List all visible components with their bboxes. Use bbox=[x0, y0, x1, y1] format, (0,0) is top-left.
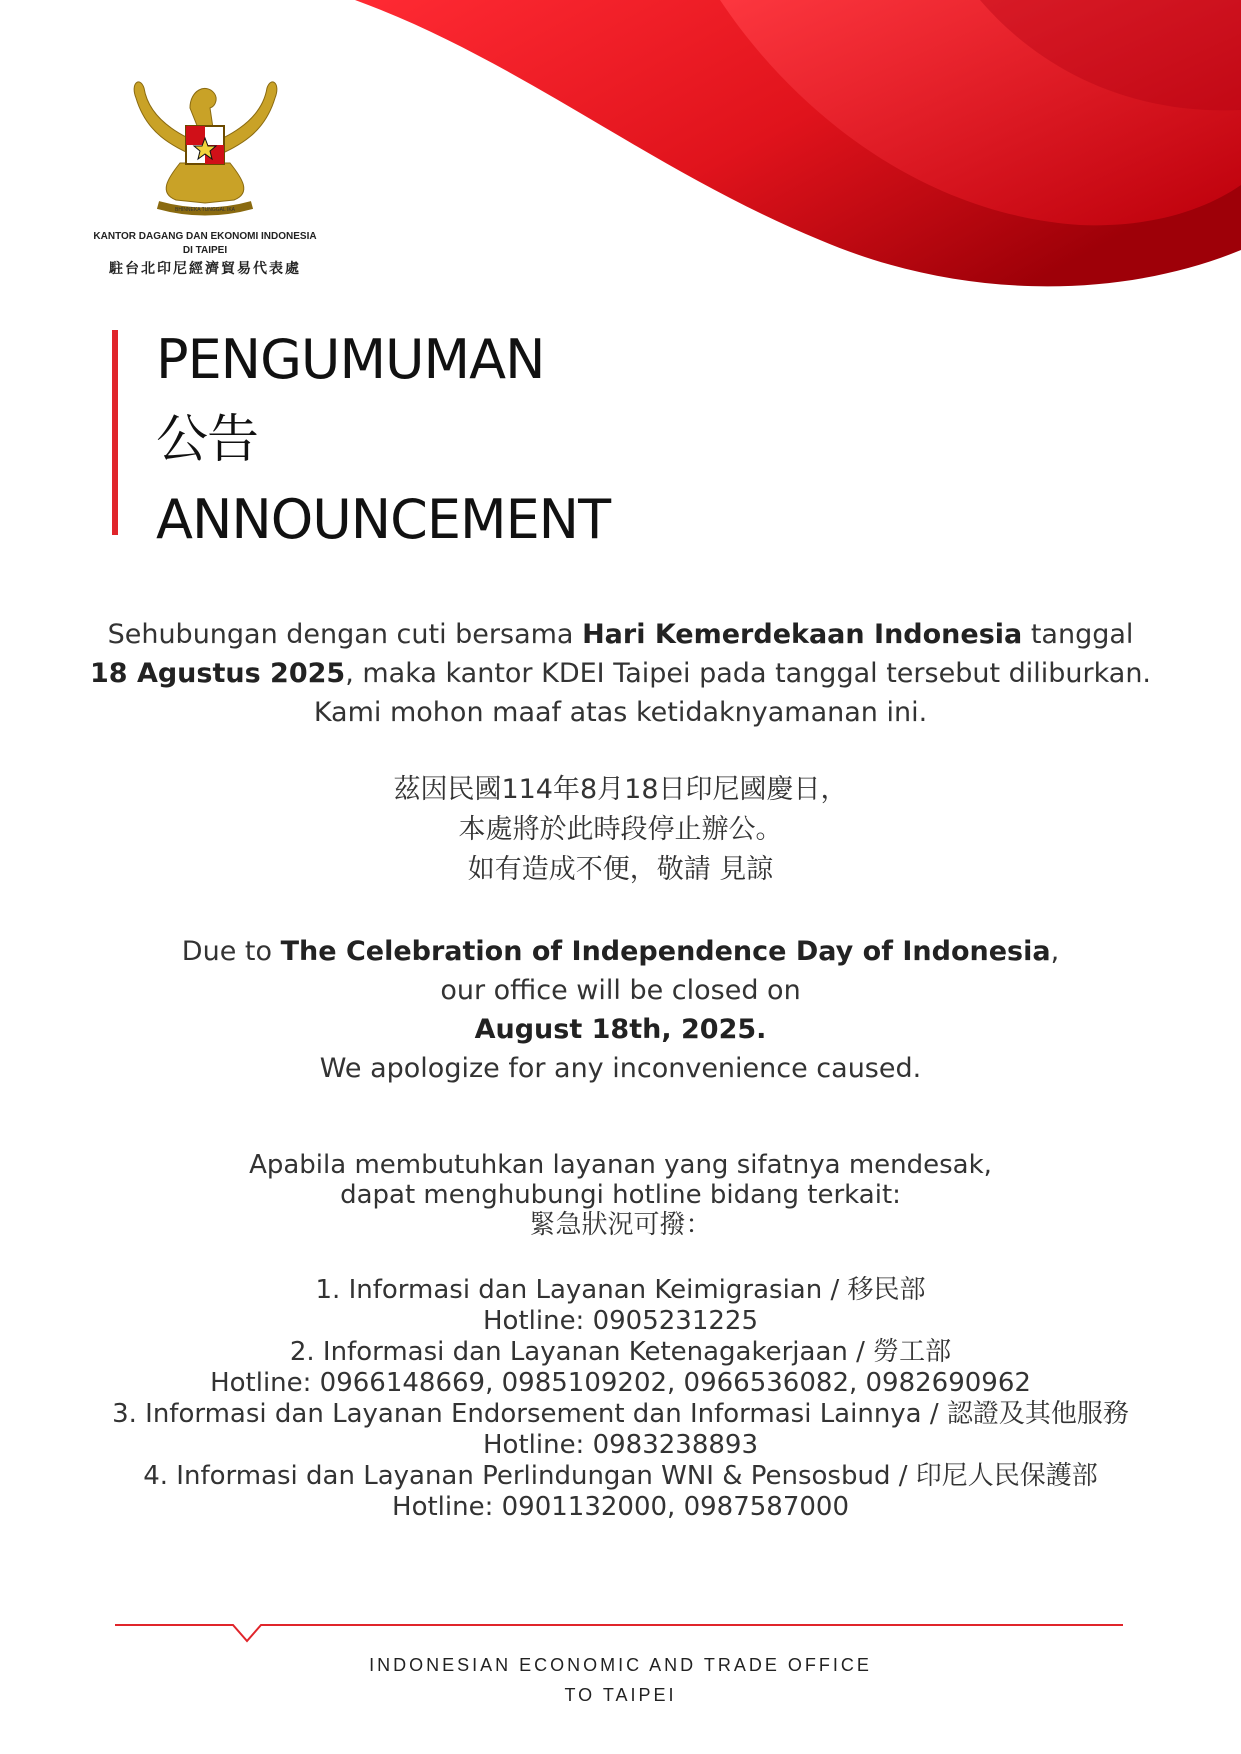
contact-line-1: Apabila membutuhkan layanan yang sifatnya mendesak, bbox=[249, 1150, 992, 1180]
contact-line-3: 緊急狀況可撥： bbox=[529, 1210, 712, 1240]
title-indonesian: PENGUMUMAN bbox=[156, 328, 545, 391]
service-2-label: 2. Informasi dan Layanan Ketenagakerjaan / 勞工部 bbox=[289, 1337, 952, 1367]
footer bbox=[0, 1650, 1241, 1710]
service-3-label: 3. Informasi dan Layanan Endorsement dan Informasi Lainnya / 認證及其他服務 bbox=[112, 1399, 1129, 1429]
contact-line-2: dapat menghubungi hotline bidang terkait: bbox=[340, 1180, 901, 1210]
paragraph-english bbox=[0, 932, 1241, 1088]
office-name-block bbox=[60, 230, 350, 278]
indonesian-line-2: 18 Agustus 2025, maka kantor KDEI Taipei pada tanggal tersebut diliburkan. bbox=[89, 658, 1152, 689]
chinese-line-1: 茲因民國114年8月18日印尼國慶日， bbox=[393, 774, 848, 805]
chinese-line-2: 本處將於此時段停止辦公。 bbox=[458, 814, 783, 845]
indonesian-line-3: Kami mohon maaf atas ketidaknyamanan ini. bbox=[313, 697, 928, 728]
services-list bbox=[0, 1275, 1241, 1523]
service-1-label: 1. Informasi dan Layanan Keimigrasian / 移民部 bbox=[315, 1275, 926, 1305]
title-accent-bar bbox=[112, 330, 118, 535]
service-4-hotline: Hotline: 0901132000, 0987587000 bbox=[392, 1492, 849, 1522]
service-3-hotline: Hotline: 0983238893 bbox=[482, 1430, 759, 1460]
chinese-line-3: 如有造成不便，敬請 見諒 bbox=[467, 854, 774, 885]
english-line-4: We apologize for any inconvenience caused. bbox=[319, 1053, 922, 1084]
office-name-zh: 駐台北印尼經濟貿易代表處 bbox=[109, 260, 301, 276]
announcement-title bbox=[156, 320, 610, 560]
english-line-2: our office will be closed on bbox=[440, 975, 801, 1006]
office-name-id-line-1: KANTOR DAGANG DAN EKONOMI INDONESIA bbox=[93, 231, 317, 242]
footer-line-2: TO TAIPEI bbox=[564, 1685, 677, 1705]
paragraph-chinese bbox=[0, 770, 1241, 890]
garuda-emblem bbox=[118, 68, 293, 218]
service-4-label: 4. Informasi dan Layanan Perlindungan WNI & Pensosbud / 印尼人民保護部 bbox=[143, 1461, 1098, 1491]
title-chinese: 公告 bbox=[156, 410, 259, 470]
indonesian-line-1: Sehubungan dengan cuti bersama Hari Kemerdekaan Indonesia tanggal bbox=[107, 619, 1134, 650]
paragraph-indonesian bbox=[0, 615, 1241, 732]
service-1-hotline: Hotline: 0905231225 bbox=[482, 1306, 759, 1336]
office-name-id-line-2: DI TAIPEI bbox=[182, 245, 228, 256]
svg-text:BHINNEKA TUNGGAL IKA: BHINNEKA TUNGGAL IKA bbox=[174, 207, 236, 213]
title-english: ANNOUNCEMENT bbox=[156, 488, 611, 551]
contact-intro bbox=[0, 1150, 1241, 1240]
footer-divider bbox=[115, 1623, 1123, 1653]
footer-line-1: INDONESIAN ECONOMIC AND TRADE OFFICE bbox=[369, 1655, 872, 1675]
english-line-1: Due to The Celebration of Independence Day of Indonesia, bbox=[181, 936, 1060, 967]
service-2-hotline: Hotline: 0966148669, 0985109202, 0966536082, 0982690962 bbox=[210, 1368, 1031, 1398]
english-line-3: August 18th, 2025. bbox=[474, 1014, 767, 1045]
